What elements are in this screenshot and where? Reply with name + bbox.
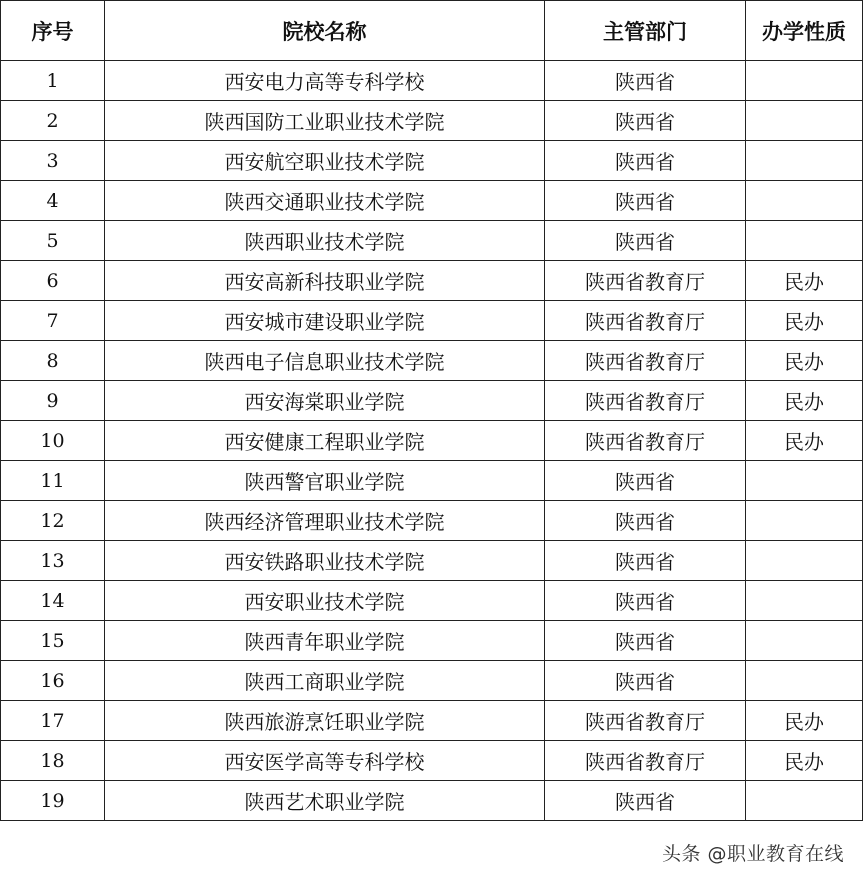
cell-school-name: 陕西警官职业学院 bbox=[105, 461, 545, 501]
cell-school-type bbox=[746, 181, 863, 221]
cell-school-name: 陕西工商职业学院 bbox=[105, 661, 545, 701]
table-row bbox=[1, 261, 863, 301]
header-school-type: 办学性质 bbox=[746, 1, 863, 61]
cell-school-name: 西安电力高等专科学校 bbox=[105, 61, 545, 101]
cell-school-name: 陕西青年职业学院 bbox=[105, 621, 545, 661]
cell-school-name: 陕西职业技术学院 bbox=[105, 221, 545, 261]
cell-school-name: 陕西电子信息职业技术学院 bbox=[105, 341, 545, 381]
cell-number: 17 bbox=[1, 701, 105, 741]
table-row bbox=[1, 181, 863, 221]
cell-school-name: 西安海棠职业学院 bbox=[105, 381, 545, 421]
cell-school-type: 民办 bbox=[746, 381, 863, 421]
table-row bbox=[1, 581, 863, 621]
cell-number: 16 bbox=[1, 661, 105, 701]
cell-number: 4 bbox=[1, 181, 105, 221]
cell-school-type: 民办 bbox=[746, 261, 863, 301]
cell-school-type: 民办 bbox=[746, 421, 863, 461]
cell-number: 18 bbox=[1, 741, 105, 781]
cell-school-type bbox=[746, 461, 863, 501]
cell-school-type bbox=[746, 781, 863, 821]
table-row bbox=[1, 781, 863, 821]
table-row bbox=[1, 541, 863, 581]
table-row bbox=[1, 301, 863, 341]
cell-department: 陕西省教育厅 bbox=[545, 701, 746, 741]
watermark: 头条 @职业教育在线 bbox=[661, 843, 844, 865]
cell-department: 陕西省 bbox=[545, 781, 746, 821]
table-row bbox=[1, 221, 863, 261]
cell-school-name: 西安高新科技职业学院 bbox=[105, 261, 545, 301]
cell-department: 陕西省 bbox=[545, 461, 746, 501]
cell-school-name: 西安医学高等专科学校 bbox=[105, 741, 545, 781]
cell-department: 陕西省 bbox=[545, 221, 746, 261]
cell-school-name: 西安铁路职业技术学院 bbox=[105, 541, 545, 581]
cell-school-name: 西安航空职业技术学院 bbox=[105, 141, 545, 181]
cell-school-type bbox=[746, 501, 863, 541]
cell-department: 陕西省 bbox=[545, 141, 746, 181]
cell-school-type: 民办 bbox=[746, 741, 863, 781]
cell-number: 19 bbox=[1, 781, 105, 821]
cell-school-type bbox=[746, 661, 863, 701]
header-row bbox=[1, 1, 863, 61]
cell-school-type bbox=[746, 621, 863, 661]
cell-school-name: 陕西国防工业职业技术学院 bbox=[105, 101, 545, 141]
cell-department: 陕西省 bbox=[545, 661, 746, 701]
cell-school-type bbox=[746, 141, 863, 181]
table-row bbox=[1, 381, 863, 421]
cell-number: 8 bbox=[1, 341, 105, 381]
cell-number: 12 bbox=[1, 501, 105, 541]
cell-department: 陕西省 bbox=[545, 581, 746, 621]
table-row bbox=[1, 621, 863, 661]
header-department: 主管部门 bbox=[545, 1, 746, 61]
table-row bbox=[1, 661, 863, 701]
cell-department: 陕西省 bbox=[545, 541, 746, 581]
cell-number: 3 bbox=[1, 141, 105, 181]
cell-department: 陕西省教育厅 bbox=[545, 421, 746, 461]
cell-school-type: 民办 bbox=[746, 341, 863, 381]
cell-department: 陕西省 bbox=[545, 101, 746, 141]
cell-number: 6 bbox=[1, 261, 105, 301]
cell-number: 5 bbox=[1, 221, 105, 261]
table-row bbox=[1, 461, 863, 501]
cell-department: 陕西省 bbox=[545, 501, 746, 541]
table-row bbox=[1, 141, 863, 181]
cell-school-name: 陕西经济管理职业技术学院 bbox=[105, 501, 545, 541]
cell-school-type bbox=[746, 541, 863, 581]
cell-department: 陕西省教育厅 bbox=[545, 741, 746, 781]
cell-department: 陕西省教育厅 bbox=[545, 301, 746, 341]
cell-school-name: 西安职业技术学院 bbox=[105, 581, 545, 621]
cell-department: 陕西省教育厅 bbox=[545, 341, 746, 381]
cell-department: 陕西省 bbox=[545, 61, 746, 101]
cell-school-type bbox=[746, 101, 863, 141]
table-row bbox=[1, 701, 863, 741]
cell-school-type: 民办 bbox=[746, 701, 863, 741]
header-number: 序号 bbox=[1, 1, 105, 61]
cell-department: 陕西省教育厅 bbox=[545, 381, 746, 421]
cell-school-name: 西安城市建设职业学院 bbox=[105, 301, 545, 341]
table-header bbox=[1, 1, 863, 61]
cell-number: 9 bbox=[1, 381, 105, 421]
table-row bbox=[1, 61, 863, 101]
cell-number: 15 bbox=[1, 621, 105, 661]
cell-number: 7 bbox=[1, 301, 105, 341]
cell-school-name: 陕西交通职业技术学院 bbox=[105, 181, 545, 221]
cell-school-name: 陕西艺术职业学院 bbox=[105, 781, 545, 821]
table-row bbox=[1, 501, 863, 541]
cell-school-type bbox=[746, 61, 863, 101]
table-row bbox=[1, 741, 863, 781]
table-row bbox=[1, 341, 863, 381]
cell-school-type: 民办 bbox=[746, 301, 863, 341]
cell-number: 10 bbox=[1, 421, 105, 461]
cell-department: 陕西省教育厅 bbox=[545, 261, 746, 301]
table-body bbox=[1, 61, 863, 821]
cell-number: 11 bbox=[1, 461, 105, 501]
cell-number: 14 bbox=[1, 581, 105, 621]
cell-school-type bbox=[746, 221, 863, 261]
cell-department: 陕西省 bbox=[545, 621, 746, 661]
cell-number: 2 bbox=[1, 101, 105, 141]
cell-department: 陕西省 bbox=[545, 181, 746, 221]
table-row bbox=[1, 421, 863, 461]
header-school-name: 院校名称 bbox=[105, 1, 545, 61]
cell-school-name: 西安健康工程职业学院 bbox=[105, 421, 545, 461]
cell-number: 13 bbox=[1, 541, 105, 581]
cell-school-name: 陕西旅游烹饪职业学院 bbox=[105, 701, 545, 741]
footer bbox=[0, 821, 862, 881]
table-row bbox=[1, 101, 863, 141]
cell-school-type bbox=[746, 581, 863, 621]
cell-number: 1 bbox=[1, 61, 105, 101]
